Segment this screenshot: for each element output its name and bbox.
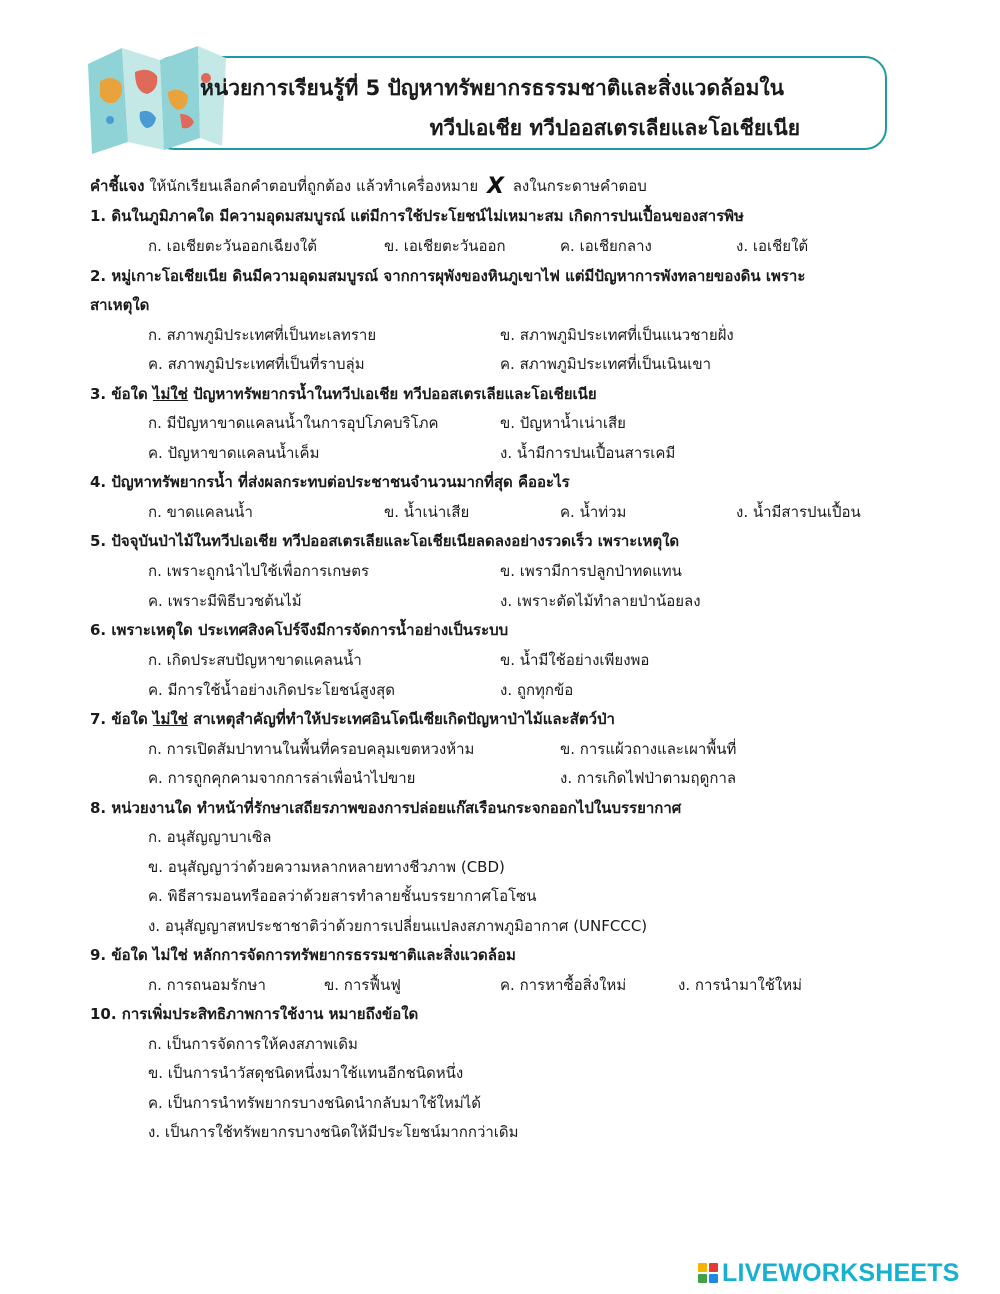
choice-1d: ง. เอเชียใต้ [736, 237, 809, 255]
question-7 [90, 707, 615, 731]
choice-7d: ง. การเกิดไฟป่าตามฤดูกาล [560, 769, 737, 787]
instruction-line [90, 174, 647, 199]
choice-3b: ข. ปัญหาน้ำเน่าเสีย [500, 414, 626, 432]
choice-10a: ก. เป็นการจัดการให้คงสภาพเดิม [148, 1035, 358, 1053]
choice-4d: ง. น้ำมีสารปนเปื้อน [736, 503, 861, 521]
choice-6a: ก. เกิดประสบปัญหาขาดแคลนน้ำ [148, 651, 362, 669]
question-4: 4. ปัญหาทรัพยากรน้ำ ที่ส่งผลกระทบต่อประชาชนจำนวนมากที่สุด คืออะไร [90, 473, 570, 491]
liveworksheets-logo[interactable] [698, 1258, 960, 1288]
choice-8a: ก. อนุสัญญาบาเซิล [148, 828, 272, 846]
choice-6b: ข. น้ำมีใช้อย่างเพียงพอ [500, 651, 650, 669]
choice-3c: ค. ปัญหาขาดแคลนน้ำเค็ม [148, 444, 320, 462]
choice-1a: ก. เอเชียตะวันออกเฉียงใต้ [148, 237, 317, 255]
choice-9a: ก. การถนอมรักษา [148, 976, 266, 994]
instruction-text: ให้นักเรียนเลือกคำตอบที่ถูกต้อง แล้วทำเครื่องหมาย [149, 177, 479, 195]
choice-7c: ค. การถูกคุกคามจากการล่าเพื่อนำไปขาย [148, 769, 416, 787]
logo-text: LIVEWORKSHEETS [722, 1258, 960, 1287]
choice-8d: ง. อนุสัญญาสหประชาชาติว่าด้วยการเปลี่ยนแปลงสภาพภูมิอากาศ (UNFCCC) [148, 917, 648, 935]
choice-10c: ค. เป็นการนำทรัพยากรบางชนิดนำกลับมาใช้ใหม่ได้ [148, 1094, 482, 1112]
choice-5c: ค. เพราะมีพิธีบวชต้นไม้ [148, 592, 302, 610]
question-3 [90, 382, 597, 406]
question-2-continued: สาเหตุใด [90, 296, 150, 314]
choice-6d: ง. ถูกทุกข้อ [500, 681, 574, 699]
question-3-prefix: 3. ข้อใด [90, 385, 148, 403]
choice-4b: ข. น้ำเน่าเสีย [384, 503, 470, 521]
choice-8b: ข. อนุสัญญาว่าด้วยความหลากหลายทางชีวภาพ (CBD) [148, 858, 505, 876]
choice-3d: ง. น้ำมีการปนเปื้อนสารเคมี [500, 444, 676, 462]
choice-2c: ค. สภาพภูมิประเทศที่เป็นที่ราบลุ่ม [148, 355, 365, 373]
question-5: 5. ปัจจุบันป่าไม้ในทวีปเอเชีย ทวีปออสเตรเลียและโอเชียเนียลดลงอย่างรวดเร็ว เพราะเหตุใด [90, 532, 680, 550]
choice-2a: ก. สภาพภูมิประเทศที่เป็นทะเลทราย [148, 326, 377, 344]
choice-8c: ค. พิธีสารมอนทรีออลว่าด้วยสารทำลายชั้นบรรยากาศโอโซน [148, 887, 537, 905]
choice-5d: ง. เพราะตัดไม้ทำลายป่าน้อยลง [500, 592, 701, 610]
choice-10b: ข. เป็นการนำวัสดุชนิดหนึ่งมาใช้แทนอีกชนิดหนึ่ง [148, 1064, 464, 1082]
question-9: 9. ข้อใด ไม่ใช่ หลักการจัดการทรัพยากรธรรมชาติและสิ่งแวดล้อม [90, 946, 516, 964]
question-7-rest: สาเหตุสำคัญที่ทำให้ประเทศอินโดนีเซียเกิดปัญหาป่าไม้และสัตว์ป่า [193, 710, 615, 728]
choice-1c: ค. เอเชียกลาง [560, 237, 652, 255]
choice-4c: ค. น้ำท่วม [560, 503, 627, 521]
choice-7a: ก. การเปิดสัมปาทานในพื้นที่ครอบคลุมเขตหวงห้าม [148, 740, 475, 758]
choice-9b: ข. การฟื้นฟู [324, 976, 401, 994]
choice-5b: ข. เพรามีการปลูกป่าทดแทน [500, 562, 682, 580]
choice-3a: ก. มีปัญหาขาดแคลนน้ำในการอุปโภคบริโภค [148, 414, 439, 432]
choice-4a: ก. ขาดแคลนน้ำ [148, 503, 253, 521]
choice-10d: ง. เป็นการใช้ทรัพยากรบางชนิดให้มีประโยชน์มากกว่าเดิม [148, 1123, 519, 1141]
question-2: 2. หมู่เกาะโอเชียเนีย ดินมีความอุดมสมบูรณ์ จากการผุพังของหินภูเขาไฟ แต่มีปัญหาการพังทลายของดิน เพราะ [90, 267, 806, 285]
instruction-label: คำชี้แจง [90, 177, 145, 195]
choice-9c: ค. การหาซื้อสิ่งใหม่ [500, 976, 627, 994]
choice-2b: ข. สภาพภูมิประเทศที่เป็นแนวชายฝั่ง [500, 326, 734, 344]
question-7-prefix: 7. ข้อใด [90, 710, 148, 728]
choice-7b: ข. การแผ้วถางและเผาพื้นที่ [560, 740, 737, 758]
question-10: 10. การเพิ่มประสิทธิภาพการใช้งาน หมายถึงข้อใด [90, 1005, 419, 1023]
instruction-text-after: ลงในกระดาษคำตอบ [512, 177, 647, 195]
choice-5a: ก. เพราะถูกนำไปใช้เพื่อการเกษตร [148, 562, 370, 580]
page-title: หน่วยการเรียนรู้ที่ 5 ปัญหาทรัพยากรธรรมชาติและสิ่งแวดล้อมใน [200, 76, 785, 100]
question-7-negation: ไม่ใช่ [152, 710, 188, 728]
page-subtitle: ทวีปเอเชีย ทวีปออสเตรเลียและโอเชียเนีย [429, 116, 800, 140]
question-3-rest: ปัญหาทรัพยากรน้ำในทวีปเอเชีย ทวีปออสเตรเลียและโอเชียเนีย [193, 385, 597, 403]
choice-6c: ค. มีการใช้น้ำอย่างเกิดประโยชน์สูงสุด [148, 681, 395, 699]
x-mark-icon: X [486, 174, 504, 199]
question-3-negation: ไม่ใช่ [152, 385, 188, 403]
logo-mark-icon [698, 1263, 718, 1283]
question-6: 6. เพราะเหตุใด ประเทศสิงคโปร์จึงมีการจัดการน้ำอย่างเป็นระบบ [90, 621, 509, 639]
choice-2d: ค. สภาพภูมิประเทศที่เป็นเนินเขา [500, 355, 712, 373]
choice-9d: ง. การนำมาใช้ใหม่ [678, 976, 803, 994]
question-1: 1. ดินในภูมิภาคใด มีความอุดมสมบูรณ์ แต่มีการใช้ประโยชน์ไม่เหมาะสม เกิดการปนเปื้อนของสารพิษ [90, 207, 744, 225]
choice-1b: ข. เอเชียตะวันออก [384, 237, 506, 255]
question-8: 8. หน่วยงานใด ทำหน้าที่รักษาเสถียรภาพของการปล่อยแก๊สเรือนกระจกออกไปในบรรยากาศ [90, 799, 682, 817]
